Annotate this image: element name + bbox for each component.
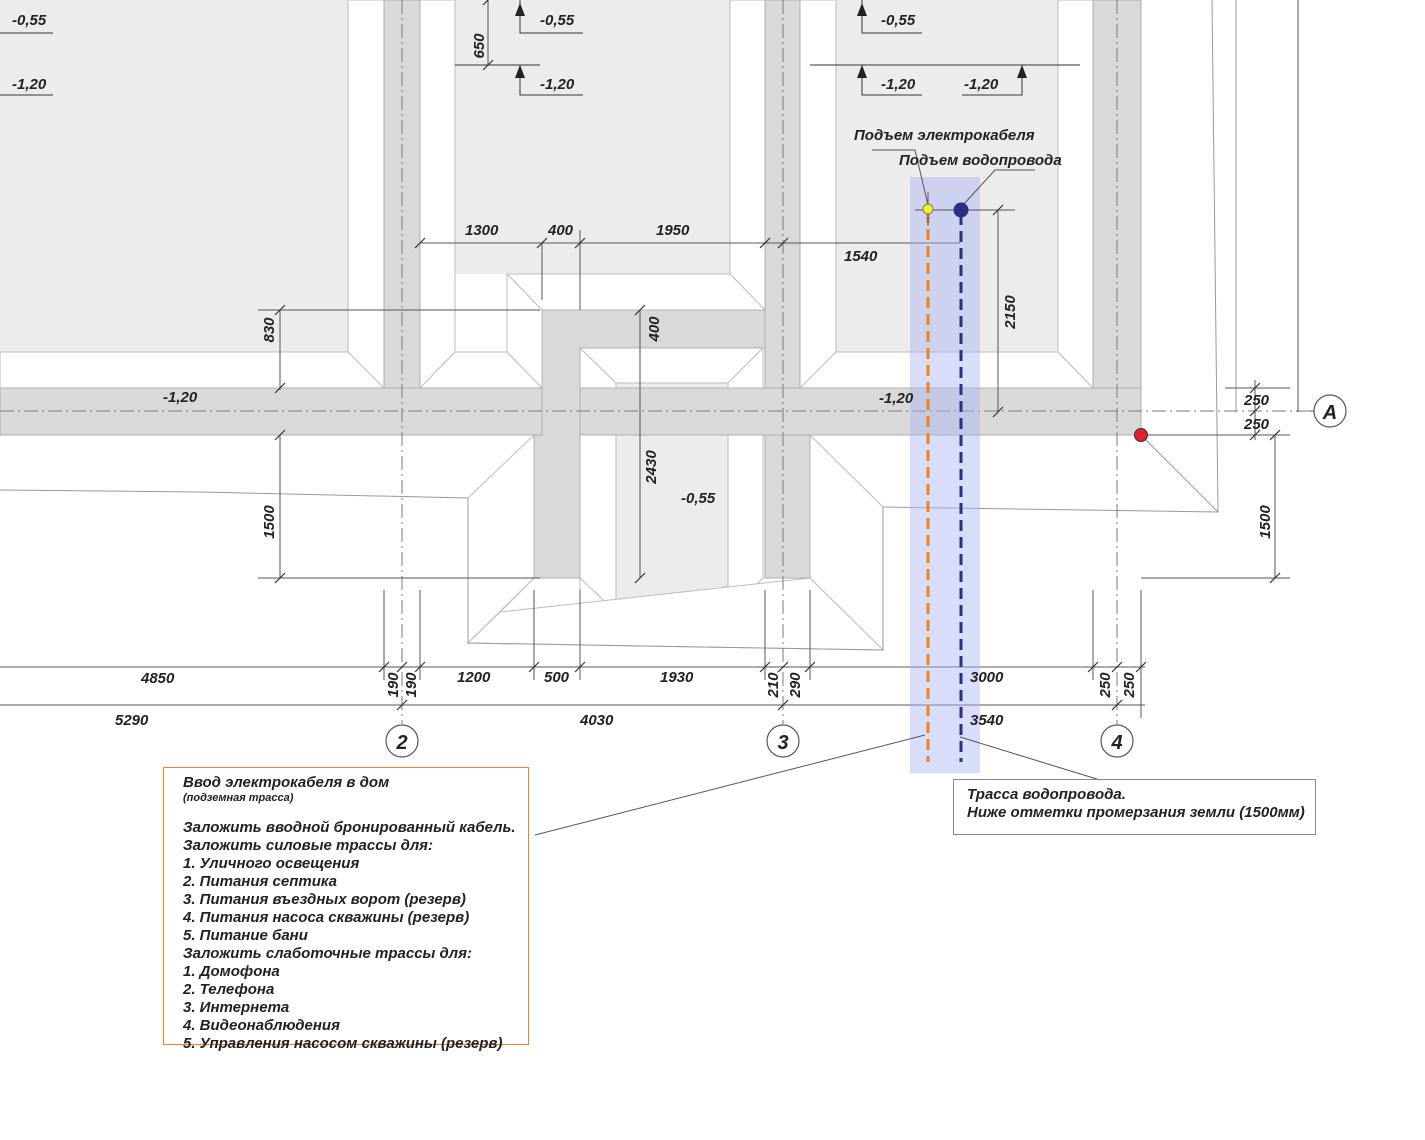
elevation-label: -1,20 — [879, 390, 914, 407]
cable-note-line: Заложить вводной бронированный кабель. — [183, 819, 516, 836]
elevation-label: -1,20 — [881, 76, 916, 93]
cable-note-line: 4. Видеонаблюдения — [183, 1017, 340, 1034]
elevation-label: -1,20 — [964, 76, 999, 93]
dimension-label: 250 — [1244, 392, 1270, 409]
dimension-label: 1200 — [457, 669, 491, 686]
elevation-label: -1,20 — [12, 76, 47, 93]
cable-note-line: Заложить силовые трассы для: — [183, 837, 433, 854]
water-rise-label: Подъем водопровода — [899, 152, 1062, 169]
dimension-label: 1300 — [465, 222, 499, 239]
axis-label-a: A — [1322, 402, 1338, 424]
cable-note-line: 4. Питания насоса скважины (резерв) — [183, 909, 470, 926]
dimension-label: 5290 — [115, 712, 149, 729]
dimension-label: 1500 — [261, 505, 278, 539]
dimension-label: 830 — [261, 317, 278, 343]
dimension-label: 1950 — [656, 222, 690, 239]
dimension-label: 250 — [1121, 672, 1138, 698]
dimension-label: 1930 — [660, 669, 694, 686]
cable-rise-label: Подъем электрокабеля — [854, 127, 1035, 144]
cable-note-line: 2. Телефона — [183, 981, 275, 998]
dimension-label: 400 — [548, 222, 574, 239]
dimension-label: 4850 — [141, 670, 175, 687]
dimension-label: 190 — [403, 672, 420, 698]
dimension-label: 2430 — [643, 450, 660, 484]
water-note-box — [953, 779, 1316, 835]
axis-label-3: 3 — [777, 732, 789, 754]
cable-note-line: 1. Домофона — [183, 963, 280, 980]
cable-rise-marker — [923, 204, 933, 214]
cable-note-box — [163, 767, 529, 1052]
elevation-label: -0,55 — [12, 12, 47, 29]
dimension-label: 3540 — [970, 712, 1004, 729]
dimension-label: 2150 — [1002, 295, 1019, 329]
dimension-label: 190 — [385, 672, 402, 698]
cable-note-line: 5. Управления насосом скважины (резерв) — [183, 1035, 503, 1052]
dimension-label: 250 — [1097, 672, 1114, 698]
elevation-label: -0,55 — [681, 490, 716, 507]
water-rise-marker — [954, 203, 969, 218]
cable-note-line: 3. Питания въездных ворот (резерв) — [183, 891, 466, 908]
cable-note-line: 3. Интернета — [183, 999, 290, 1016]
dimension-label: 290 — [787, 672, 804, 698]
cable-note-line: 5. Питание бани — [183, 927, 308, 944]
cable-note-title: Ввод электрокабеля в дом — [183, 774, 390, 791]
axis-label-2: 2 — [396, 732, 408, 754]
cable-note-line: Заложить слаботочные трассы для: — [183, 945, 472, 962]
elevation-label: -1,20 — [163, 389, 198, 406]
dimension-label: 4030 — [580, 712, 614, 729]
elevation-label: -0,55 — [540, 12, 575, 29]
dimension-label: 210 — [765, 672, 782, 698]
dimension-label: 400 — [646, 316, 663, 342]
elevation-label: -0,55 — [881, 12, 916, 29]
dimension-label: 500 — [544, 669, 570, 686]
dimension-label: 1500 — [1257, 505, 1274, 539]
elevation-label: -1,20 — [540, 76, 575, 93]
dimension-label: 650 — [471, 33, 488, 59]
dimension-label: 1540 — [844, 248, 878, 265]
cable-note-line: 1. Уличного освещения — [183, 855, 360, 872]
cable-note-line: 2. Питания септика — [183, 873, 338, 890]
water-note-line: Трасса водопровода. — [967, 786, 1126, 803]
cable-note-subtitle: (подземная трасса) — [183, 792, 294, 804]
dimension-label: 3000 — [970, 669, 1004, 686]
axis-label-4: 4 — [1111, 732, 1123, 754]
corner-marker — [1135, 429, 1148, 442]
dimension-label: 250 — [1244, 416, 1270, 433]
water-note-line: Ниже отметки промерзания земли (1500мм) — [967, 804, 1305, 821]
